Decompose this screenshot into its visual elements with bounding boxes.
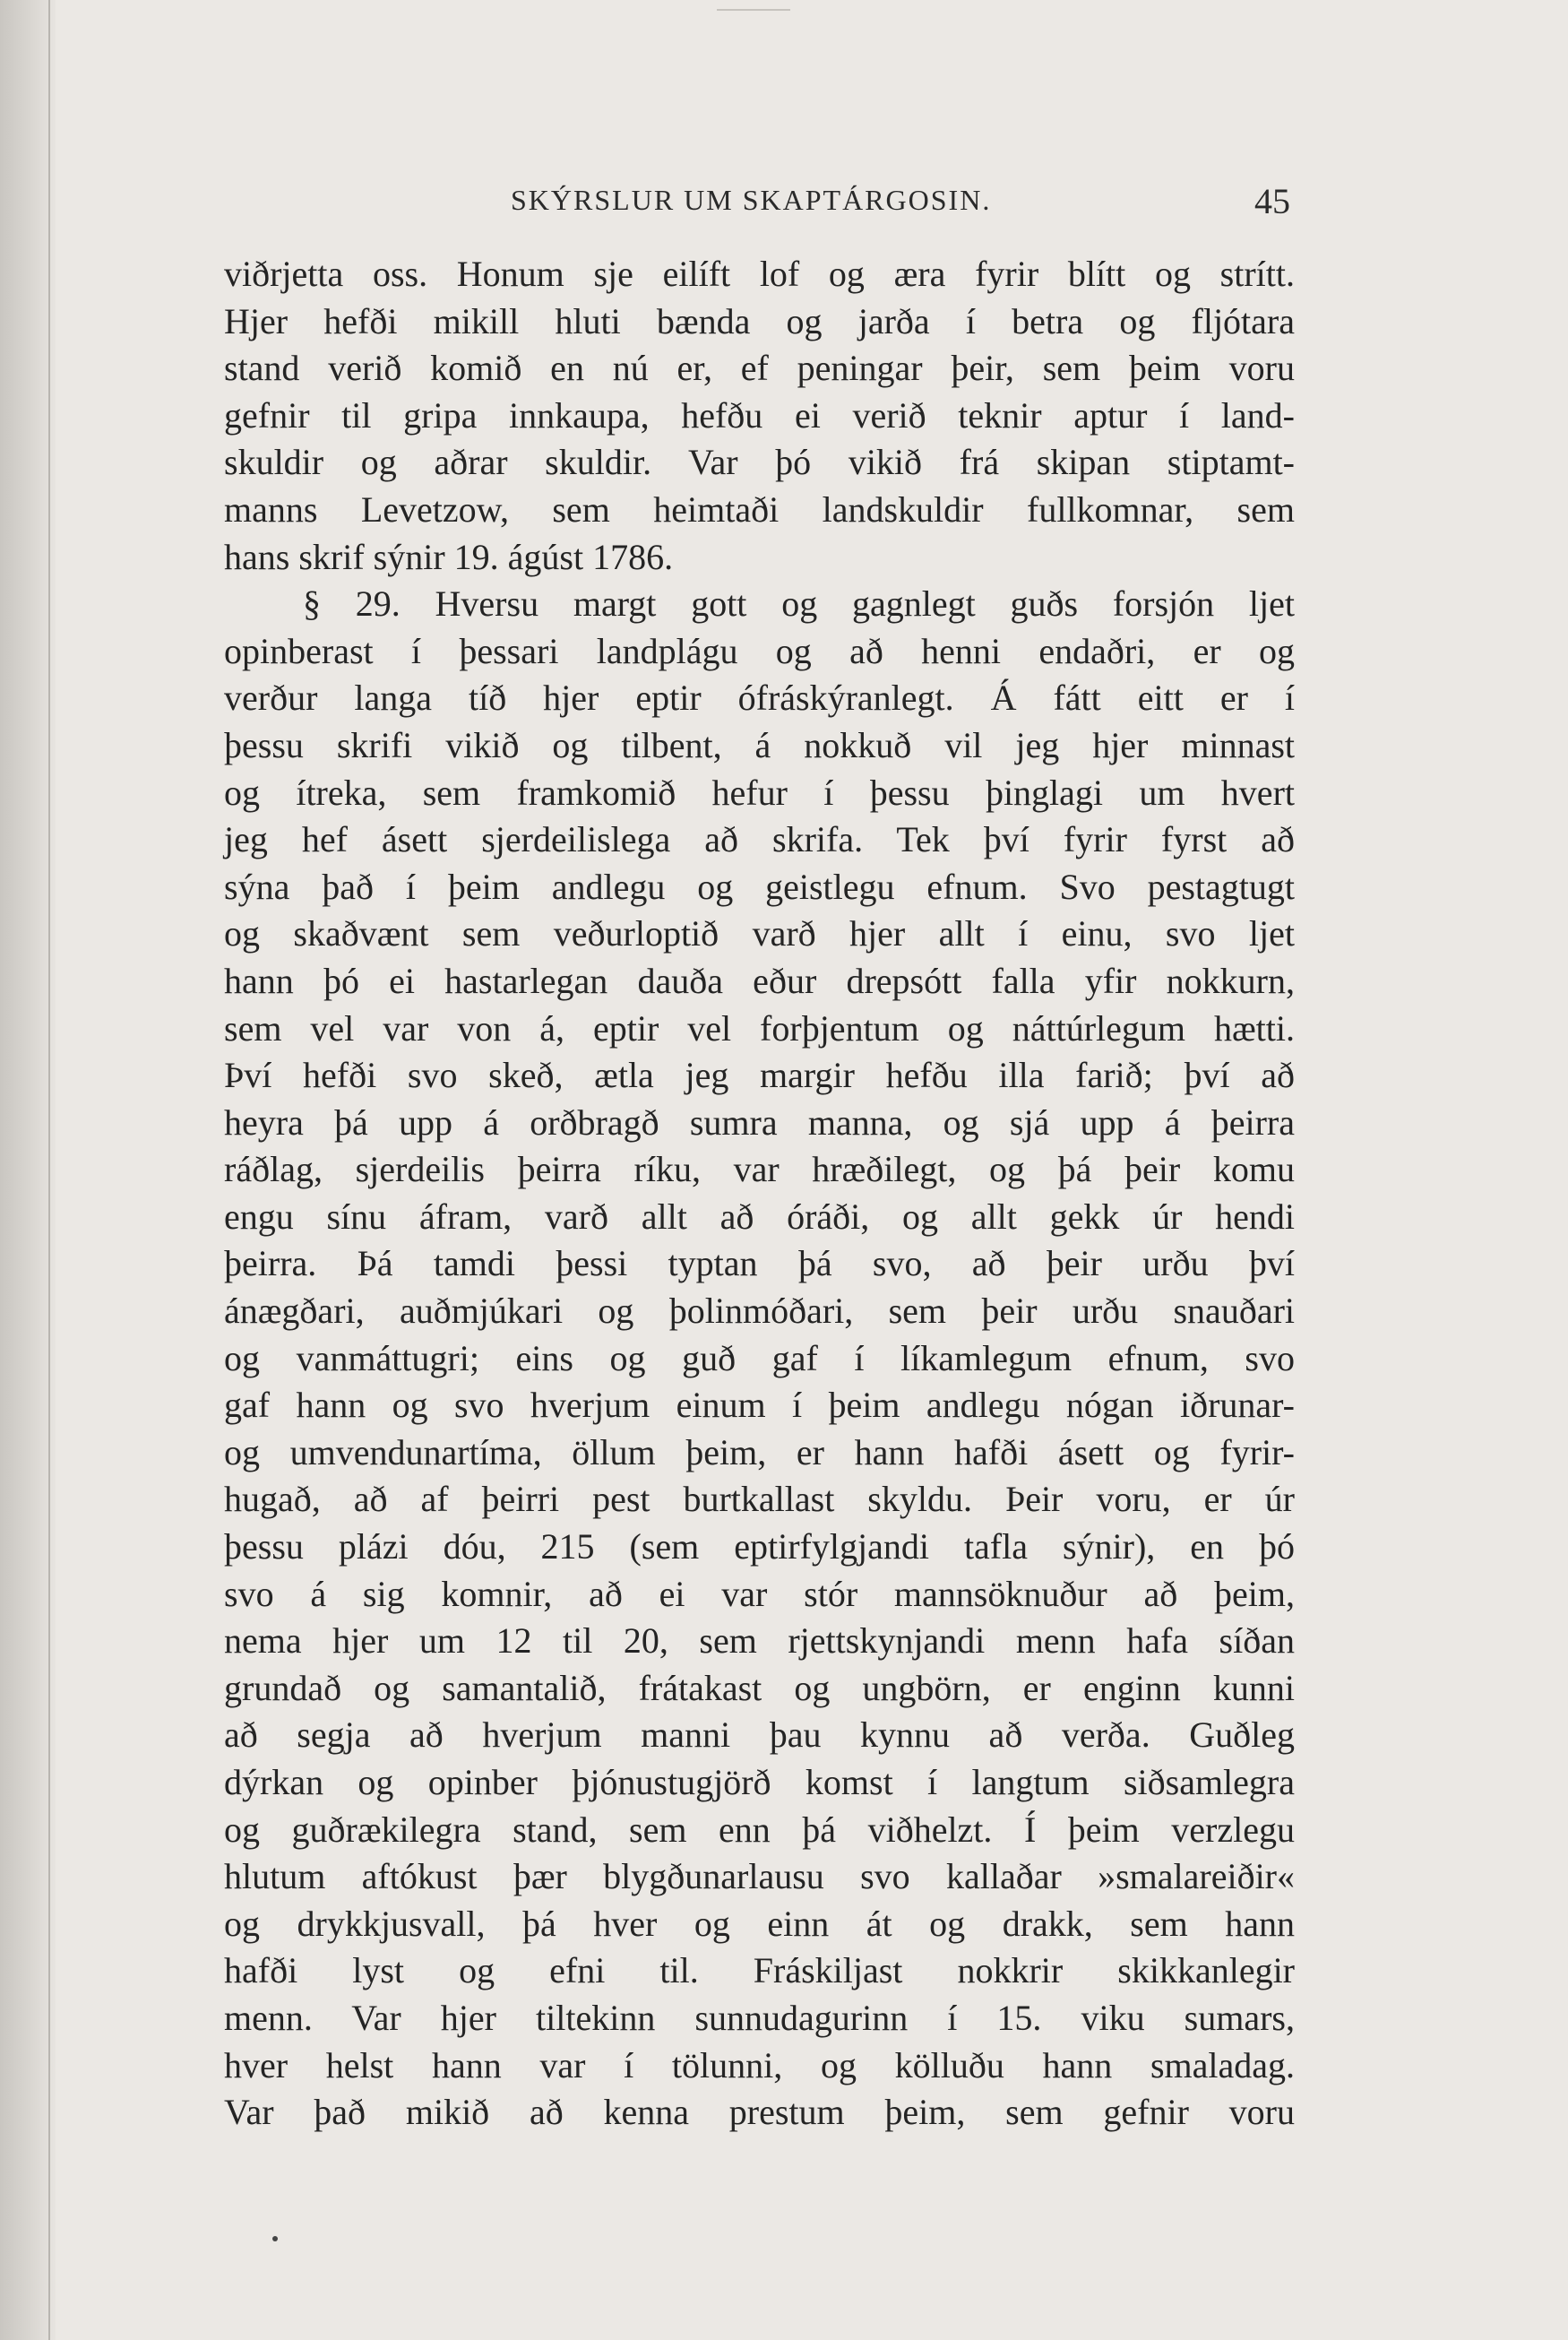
text-line: Var það mikið að kenna prestum þeim, sem gefnir voru [224, 2092, 1295, 2133]
text-line: hann þó ei hastarlegan dauða eður drepsótt falla yfir nokkurn, [224, 960, 1295, 1001]
text-line: Því hefði svo skeð, ætla jeg margir hefðu illa farið; því að [224, 1055, 1295, 1096]
text-line: og vanmáttugri; eins og guð gaf í líkamlegum efnum, svo [224, 1337, 1295, 1378]
text-line: hver helst hann var í tölunni, og kölluðu hann smaladag. [224, 2044, 1295, 2085]
running-head [228, 181, 1290, 229]
text-line: svo á sig komnir, að ei var stór mannsöknuður að þeim, [224, 1573, 1295, 1614]
text-line: hlutum aftókust þær blygðunarlausu svo kallaðar »smalareiðir« [224, 1856, 1295, 1897]
page-number: 45 [1254, 181, 1290, 221]
text-line: sem vel var von á, eptir vel forþjentum og náttúrlegum hætti. [224, 1007, 1295, 1049]
text-line: opinberast í þessari landplágu og að henni endaðri, er og [224, 630, 1295, 671]
paragraph-end-line: hans skrif sýnir 19. ágúst 1786. [224, 536, 674, 577]
text-line: viðrjetta oss. Honum sje eilíft lof og æra fyrir blítt og strítt. [224, 254, 1295, 294]
binding-edge [48, 0, 50, 2340]
text-line: ráðlag, sjerdeilis þeirra ríku, var hræðilegt, og þá þeir komu [224, 1149, 1295, 1190]
text-line: skuldir og aðrar skuldir. Var þó vikið frá skipan stiptamt- [224, 442, 1295, 483]
text-line: grundað og samantalið, frátakast og ungbörn, er enginn kunni [224, 1667, 1295, 1708]
text-line: dýrkan og opinber þjónustugjörð komst í langtum siðsamlegra [224, 1762, 1295, 1802]
text-line: nema hjer um 12 til 20, sem rjettskynjandi menn hafa síðan [224, 1620, 1295, 1662]
text-line: gaf hann og svo hverjum einum í þeim andlegu nógan iðrunar- [224, 1385, 1295, 1426]
text-line: engu sínu áfram, varð allt að óráði, og allt gekk úr hendi [224, 1196, 1295, 1237]
text-line: stand verið komið en nú er, ef peningar þeir, sem þeim voru [224, 348, 1295, 389]
running-title: SKÝRSLUR UM SKAPTÁRGOSIN. [511, 184, 992, 216]
text-line: sýna það í þeim andlegu og geistlegu efnum. Svo pestagtugt [224, 866, 1295, 907]
text-line: ánægðari, auðmjúkari og þolinmóðari, sem þeir urðu snauðari [224, 1291, 1295, 1332]
text-line: og guðrækilegra stand, sem enn þá viðhelzt. Í þeim verzlegu [224, 1809, 1295, 1850]
text-line: manns Levetzow, sem heimtaði landskuldir fullkomnar, sem [224, 488, 1295, 530]
text-line: gefnir til gripa innkaupa, hefðu ei verið teknir aptur í land- [224, 394, 1295, 436]
body-text [224, 251, 1295, 2137]
section-heading-line: § 29. Hversu margt gott og gagnlegt guðs forsjón ljet [303, 583, 1295, 625]
text-line: að segja að hverjum manni þau kynnu að verða. Guðleg [224, 1714, 1295, 1756]
text-line: hafði lyst og efni til. Fráskiljast nokkrir skikkanlegir [224, 1950, 1295, 1991]
text-line: og drykkjusvall, þá hver og einn át og drakk, sem hann [224, 1903, 1295, 1944]
text-line: jeg hef ásett sjerdeilislega að skrifa. Tek því fyrir fyrst að [224, 819, 1295, 860]
text-line: og skaðvænt sem veðurloptið varð hjer allt í einu, svo ljet [224, 913, 1295, 954]
text-line: og ítreka, sem framkomið hefur í þessu þinglagi um hvert [224, 772, 1295, 813]
top-edge-mark [717, 0, 790, 11]
print-speck [272, 2236, 278, 2241]
text-line: hugað, að af þeirri pest burtkallast skyldu. Þeir voru, er úr [224, 1479, 1295, 1520]
text-line: þeirra. Þá tamdi þessi typtan þá svo, að þeir urðu því [224, 1243, 1295, 1284]
text-line: menn. Var hjer tiltekinn sunnudagurinn í 15. viku sumars, [224, 1997, 1295, 2038]
text-line: heyra þá upp á orðbragð sumra manna, og sjá upp á þeirra [224, 1101, 1295, 1143]
text-line: verður langa tíð hjer eptir ófráskýranlegt. Á fátt eitt er í [224, 678, 1295, 719]
binding-shadow [0, 0, 56, 2340]
text-line: þessu skrifi vikið og tilbent, á nokkuð vil jeg hjer minnast [224, 724, 1295, 765]
text-line: og umvendunartíma, öllum þeim, er hann hafði ásett og fyrir- [224, 1431, 1295, 1472]
text-line: Hjer hefði mikill hluti bænda og jarða í betra og fljótara [224, 300, 1295, 341]
text-line: þessu plázi dóu, 215 (sem eptirfylgjandi tafla sýnir), en þó [224, 1526, 1295, 1567]
